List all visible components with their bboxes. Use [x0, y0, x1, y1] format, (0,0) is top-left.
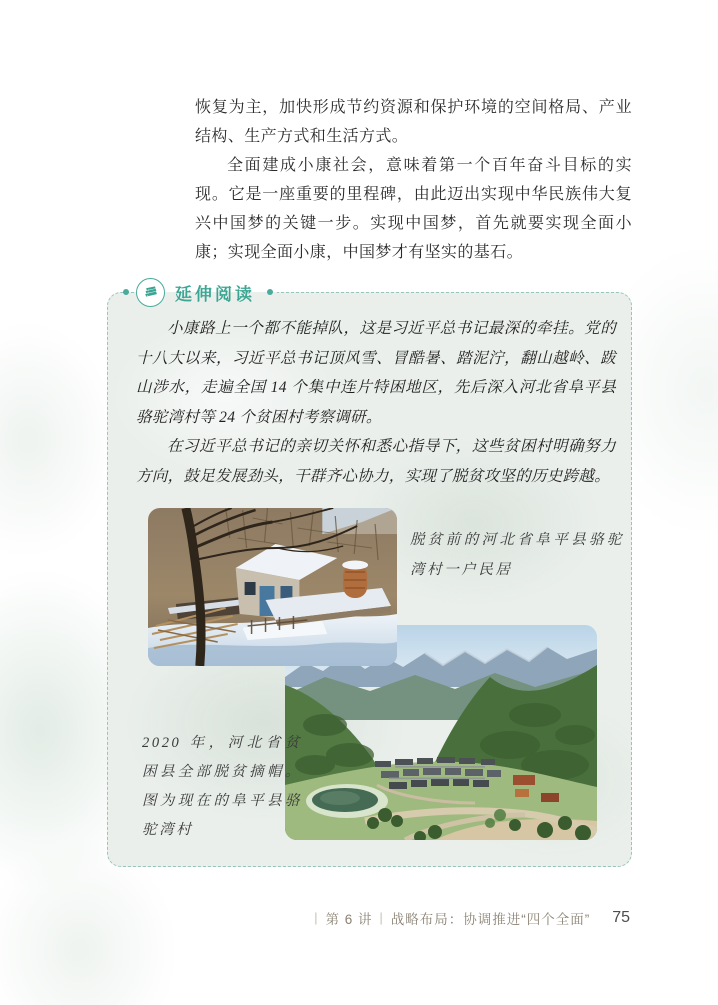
body-paragraph: 恢复为主，加快形成节约资源和保护环境的空间格局、产业结构、生产方式和生活方式。 — [195, 99, 632, 145]
extended-reading-header — [134, 277, 277, 307]
reading-paragraph: 小康路上一个都不能掉队，这是习近平总书记最深的牵挂。党的十八大以来，习近平总书记顶风雪、冒酷暑、踏泥泞，翻山越岭、跋山涉水，走遍全国 14 个集中连片特困地区，先后深入河北省阜平县骆驼湾村等 24 个贫困村考察调研。 — [136, 320, 616, 426]
page-footer — [0, 908, 630, 928]
footer-separator: | — [314, 911, 319, 925]
footer-chapter-title: 战略布局：协调推进“四个全面” — [390, 912, 591, 927]
body-paragraph: 全面建成小康社会，意味着第一个百年奋斗目标的实现。它是一座重要的里程碑，由此迈出实现中华民族伟大复兴中国梦的关键一步。实现中国梦，首先就要实现全面小康；实现全面小康，中国梦才有坚实的基石。 — [195, 157, 632, 261]
photo-caption-before: 脱贫前的河北省阜平县骆驼湾村一户民居 — [410, 532, 624, 578]
photo-caption-after: 2020 年，河北省贫困县全部脱贫摘帽。图为现在的阜平县骆驼湾村 — [142, 735, 302, 838]
main-text-block — [195, 93, 632, 267]
page-number: 75 — [612, 909, 630, 926]
photo-before-village — [148, 508, 397, 666]
footer-lecture-label: 第 6 讲 — [325, 912, 373, 927]
reading-paragraph: 在习近平总书记的亲切关怀和悉心指导下，这些贫困村明确努力方向，鼓足发展劲头，干群齐心协力，实现了脱贫攻坚的历史跨越。 — [136, 438, 616, 485]
border-dot — [267, 289, 273, 295]
border-dot — [123, 289, 129, 295]
books-icon — [136, 278, 165, 307]
extended-reading-content — [108, 293, 631, 491]
footer-separator: | — [379, 911, 384, 925]
extended-reading-title: 延伸阅读 — [175, 284, 255, 304]
